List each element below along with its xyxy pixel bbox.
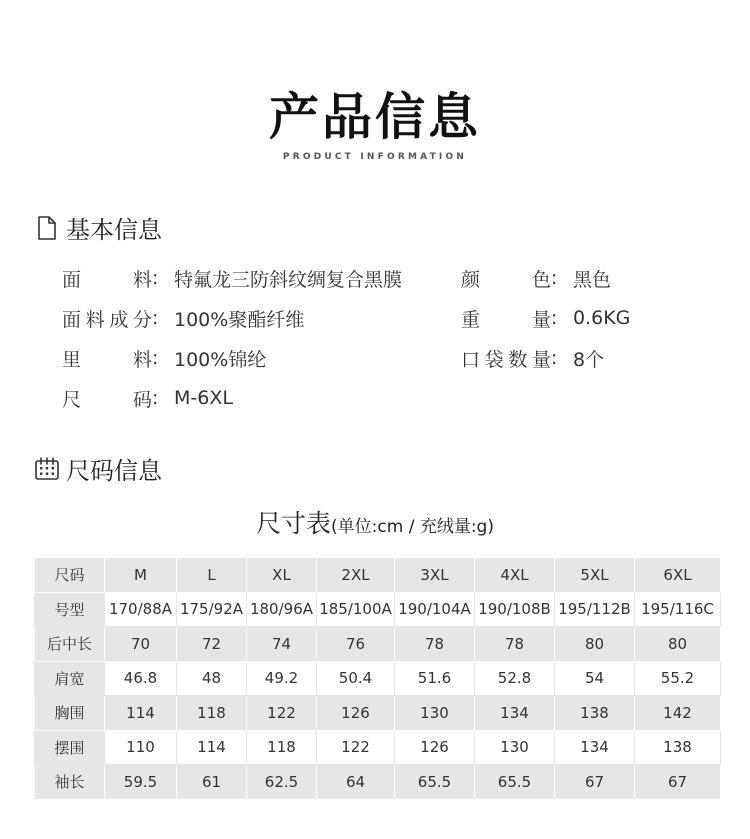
- table-cell: 195/112B: [555, 592, 635, 627]
- info-value: M-6XL: [174, 387, 233, 409]
- table-cell: 78: [395, 627, 475, 662]
- info-value: 0.6KG: [573, 307, 631, 329]
- table-cell: XL: [247, 558, 317, 593]
- info-row-composition: [62, 298, 304, 338]
- info-row-pockets: [461, 338, 604, 378]
- info-label: 口袋数量: [461, 348, 551, 371]
- table-cell: 190/104A: [395, 592, 475, 627]
- info-colon: :: [551, 347, 558, 369]
- info-colon: :: [551, 307, 558, 329]
- table-row-header: 肩宽: [35, 661, 105, 696]
- table-cell: 49.2: [247, 661, 317, 696]
- table-row: [35, 765, 721, 800]
- table-cell: M: [105, 558, 177, 593]
- table-cell: 114: [105, 696, 177, 731]
- document-icon: [34, 215, 60, 241]
- table-row-header: 号型: [35, 592, 105, 627]
- info-label: 重 量: [461, 308, 551, 331]
- info-row-weight: [461, 298, 630, 338]
- table-cell: 3XL: [395, 558, 475, 593]
- table-row: [35, 730, 721, 765]
- table-cell: 46.8: [105, 661, 177, 696]
- table-row: [35, 696, 721, 731]
- table-cell: 48: [177, 661, 247, 696]
- info-label: 里 料: [62, 348, 152, 371]
- size-table-title: [0, 504, 750, 540]
- table-cell: 138: [635, 730, 721, 765]
- size-info-heading: [34, 451, 162, 486]
- table-row-header: 袖长: [35, 765, 105, 800]
- table-row: [35, 592, 721, 627]
- info-value: 黑色: [573, 268, 612, 291]
- table-cell: 5XL: [555, 558, 635, 593]
- table-cell: 130: [475, 730, 555, 765]
- table-cell: 72: [177, 627, 247, 662]
- size-table-title-main: 尺寸表: [256, 509, 332, 538]
- table-cell: 185/100A: [317, 592, 395, 627]
- table-cell: 175/92A: [177, 592, 247, 627]
- table-cell: 54: [555, 661, 635, 696]
- info-colon: :: [152, 347, 159, 369]
- table-cell: 180/96A: [247, 592, 317, 627]
- info-label: 面 料: [62, 268, 152, 291]
- table-cell: 64: [317, 765, 395, 800]
- table-cell: 122: [247, 696, 317, 731]
- table-cell: 59.5: [105, 765, 177, 800]
- table-cell: 51.6: [395, 661, 475, 696]
- table-cell: 55.2: [635, 661, 721, 696]
- info-row-fabric: [62, 258, 402, 298]
- table-cell: 134: [475, 696, 555, 731]
- table-cell: L: [177, 558, 247, 593]
- table-cell: 67: [555, 765, 635, 800]
- page-title: 产品信息: [269, 88, 481, 146]
- table-cell: 195/116C: [635, 592, 721, 627]
- table-cell: 126: [317, 696, 395, 731]
- table-cell: 74: [247, 627, 317, 662]
- table-cell: 190/108B: [475, 592, 555, 627]
- basic-info-title: 基本信息: [66, 216, 162, 244]
- table-cell: 170/88A: [105, 592, 177, 627]
- table-cell: 118: [177, 696, 247, 731]
- table-cell: 118: [247, 730, 317, 765]
- info-label: 颜 色: [461, 268, 551, 291]
- table-cell: 78: [475, 627, 555, 662]
- page-subtitle: PRODUCT INFORMATION: [282, 152, 468, 162]
- table-row: [35, 558, 721, 593]
- info-label: 面料成分: [62, 308, 152, 331]
- table-cell: 2XL: [317, 558, 395, 593]
- table-cell: 130: [395, 696, 475, 731]
- info-value: 100%聚酯纤维: [174, 308, 305, 331]
- info-row-lining: [62, 338, 266, 378]
- table-cell: 6XL: [635, 558, 721, 593]
- table-cell: 50.4: [317, 661, 395, 696]
- table-cell: 65.5: [395, 765, 475, 800]
- table-row-header: 摆围: [35, 730, 105, 765]
- table-cell: 126: [395, 730, 475, 765]
- table-cell: 70: [105, 627, 177, 662]
- table-cell: 65.5: [475, 765, 555, 800]
- size-info-title: 尺码信息: [66, 457, 162, 485]
- info-colon: :: [152, 387, 159, 409]
- info-row-color: [461, 258, 611, 298]
- size-table: [34, 557, 721, 800]
- info-value: 特氟龙三防斜纹绸复合黑膜: [174, 268, 403, 291]
- table-cell: 110: [105, 730, 177, 765]
- table-cell: 114: [177, 730, 247, 765]
- table-cell: 122: [317, 730, 395, 765]
- table-cell: 76: [317, 627, 395, 662]
- info-label: 尺 码: [62, 388, 152, 411]
- table-cell: 52.8: [475, 661, 555, 696]
- table-row: [35, 661, 721, 696]
- table-cell: 62.5: [247, 765, 317, 800]
- table-cell: 61: [177, 765, 247, 800]
- calendar-icon: [34, 456, 60, 482]
- table-cell: 4XL: [475, 558, 555, 593]
- info-row-size: [62, 378, 233, 418]
- table-cell: 142: [635, 696, 721, 731]
- info-value: 100%锦纶: [174, 348, 267, 371]
- table-row: [35, 627, 721, 662]
- table-row-header: 后中长: [35, 627, 105, 662]
- table-row-header: 胸围: [35, 696, 105, 731]
- table-cell: 138: [555, 696, 635, 731]
- table-row-header: 尺码: [35, 558, 105, 593]
- info-colon: :: [551, 267, 558, 289]
- table-cell: 134: [555, 730, 635, 765]
- size-table-unit: (单位:cm / 充绒量:g): [331, 517, 494, 537]
- info-colon: :: [152, 307, 159, 329]
- table-cell: 80: [635, 627, 721, 662]
- info-colon: :: [152, 267, 159, 289]
- info-value: 8个: [573, 348, 605, 371]
- basic-info-heading: [34, 210, 162, 245]
- table-cell: 67: [635, 765, 721, 800]
- table-cell: 80: [555, 627, 635, 662]
